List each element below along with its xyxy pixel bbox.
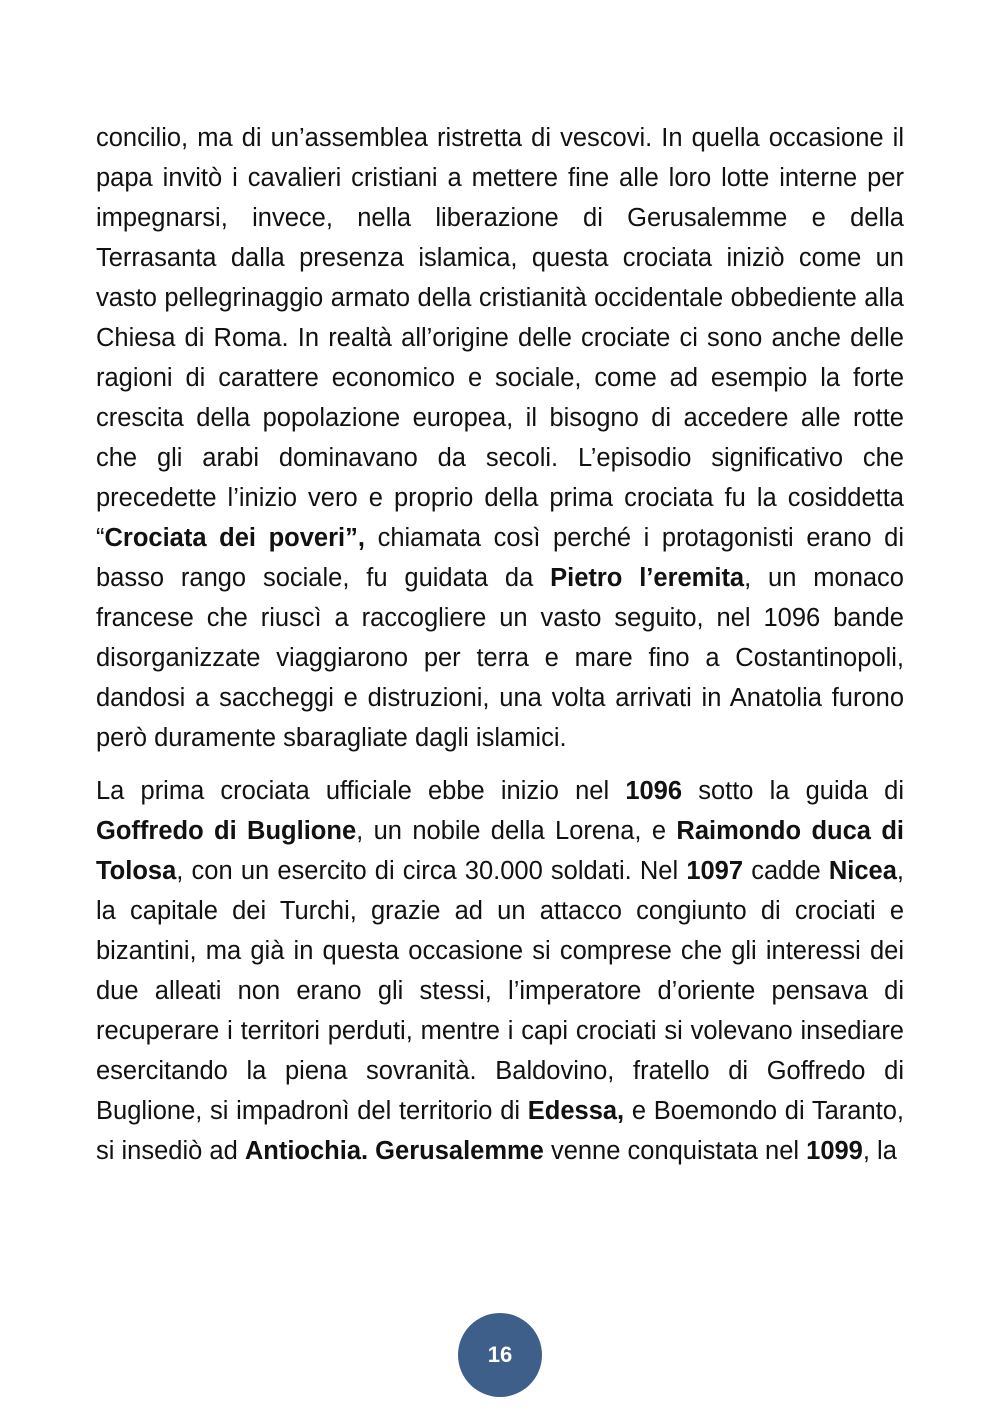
text-segment: , la capitale dei Turchi, grazie ad un attacco congiunto di crociati e bizantini, ma già in questa occasione si comprese che gli interessi dei due alleati non erano gli stessi, l’imperatore d’oriente pensava di recuperare i territori perduti, mentre i capi crociati si volevano insediare esercitando la piena sovranità. Baldovino, fratello di Goffredo di Buglione, si impadronì del territorio di xyxy=(96,857,904,1125)
bold-text-nicea: Nicea xyxy=(828,857,897,885)
paragraph-crociata-dei-poveri xyxy=(96,118,904,758)
page-number-badge xyxy=(458,1313,542,1397)
page-body xyxy=(96,118,904,1171)
text-segment: sotto la guida di xyxy=(682,777,905,805)
bold-text-goffredo: Goffredo di Buglione xyxy=(96,817,357,845)
text-segment: La prima crociata ufficiale ebbe inizio nel xyxy=(96,777,626,805)
text-segment: , un nobile della Lorena, e xyxy=(356,817,677,845)
bold-text-antiochia-gerusalemme: Antiochia. Gerusalemme xyxy=(244,1137,544,1165)
bold-text-year-1097: 1097 xyxy=(686,857,744,885)
bold-text-raimondo: Raimondo duca di Tolosa xyxy=(96,817,905,885)
text-segment: concilio, ma di un’assemblea ristretta di vescovi. In quella occasione il papa invitò i cavalieri cristiani a mettere fine alle loro lotte interne per impegnarsi, invece, nella liberazione di Gerusalemme e della Terrasanta dalla presenza islamica, questa crociata iniziò come un vasto pellegrinaggio armato della cristianità occidentale obbediente alla Chiesa di Roma. In realtà all’origine delle crociate ci sono anche delle ragioni di carattere economico e sociale, come ad esempio la forte crescita della popolazione europea, il bisogno di accedere alle rotte che gli arabi dominavano da secoli. L’episodio significativo che precedette l’inizio vero e proprio della prima crociata fu la cosiddetta “ xyxy=(96,124,904,552)
text-segment: , un monaco francese che riuscì a raccogliere un vasto seguito, nel 1096 bande disorganizzate viaggiarono per terra e mare fino a Costantinopoli, dandosi a saccheggi e distruzioni, una volta arrivati in Anatolia furono però duramente sbaragliate dagli islamici. xyxy=(96,564,904,752)
text-segment: venne conquistata nel xyxy=(543,1137,807,1165)
bold-text-edessa: Edessa, xyxy=(527,1097,625,1125)
text-segment: , con un esercito di circa 30.000 soldati. Nel xyxy=(176,857,687,885)
text-segment: , la xyxy=(862,1137,897,1165)
text-segment: e Boemondo di Taranto, si insediò ad xyxy=(96,1097,905,1165)
text-segment: chiamata così perché i protagonisti erano di basso rango sociale, fu guidata da xyxy=(96,524,904,592)
bold-text-pietro-eremita: Pietro l’eremita xyxy=(550,564,745,592)
page-number: 16 xyxy=(487,1342,513,1367)
bold-text-crociata-dei-poveri: Crociata dei poveri”, xyxy=(104,524,365,552)
text-segment: cadde xyxy=(743,857,829,885)
paragraph-prima-crociata xyxy=(96,771,904,1171)
bold-text-year-1099: 1099 xyxy=(806,1137,863,1165)
bold-text-year-1096: 1096 xyxy=(625,777,683,805)
